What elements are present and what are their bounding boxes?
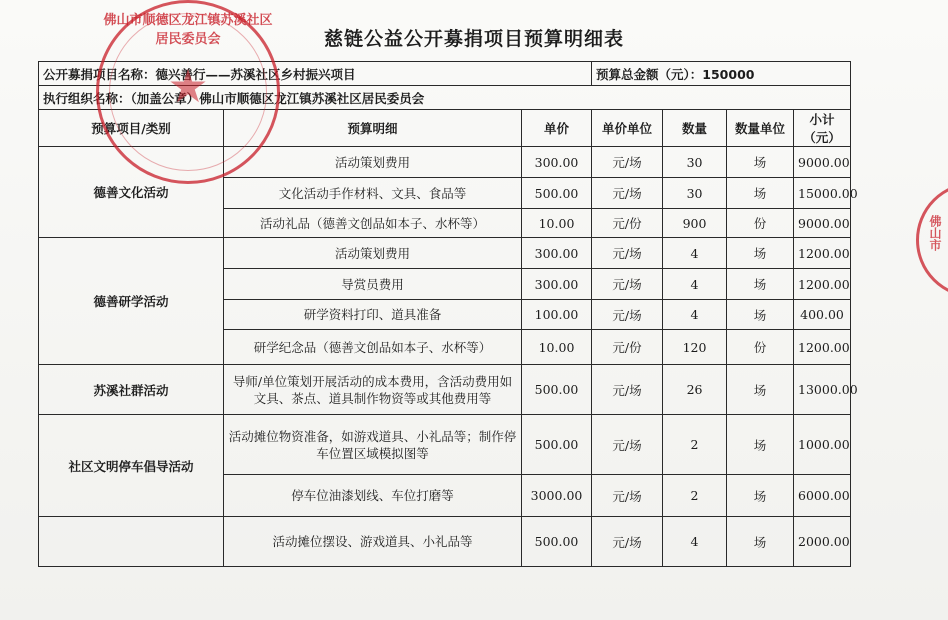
subtotal-cell: 2000.00 (794, 517, 851, 567)
quantity-cell: 2 (663, 475, 727, 517)
subtotal-cell: 6000.00 (794, 475, 851, 517)
subtotal-cell: 1000.00 (794, 415, 851, 475)
unit-price-cell: 10.00 (522, 209, 592, 238)
org-row (39, 86, 851, 110)
table-row (39, 517, 851, 567)
detail-cell: 导赏员费用 (224, 269, 522, 300)
quantity-cell: 120 (663, 330, 727, 365)
table-row (39, 365, 851, 415)
qty-unit-cell: 份 (727, 209, 794, 238)
unit-price-cell: 300.00 (522, 238, 592, 269)
subtotal-cell: 400.00 (794, 300, 851, 330)
unit-price-cell: 500.00 (522, 517, 592, 567)
detail-cell: 导师/单位策划开展活动的成本费用，含活动费用如文具、茶点、道具制作物资等或其他费用等 (224, 365, 522, 415)
quantity-cell: 30 (663, 147, 727, 178)
budget-table (38, 61, 858, 567)
budget-total-cell (592, 62, 851, 86)
qty-unit-cell: 场 (727, 178, 794, 209)
category-cell: 德善文化活动 (39, 147, 224, 238)
page-title: 慈链公益公开募捐项目预算明细表 (323, 28, 624, 50)
price-unit-cell: 元/场 (592, 475, 663, 517)
category-cell (39, 517, 224, 567)
table-row (39, 415, 851, 475)
quantity-cell: 30 (663, 178, 727, 209)
detail-cell: 停车位油漆划线、车位打磨等 (224, 475, 522, 517)
unit-price-cell: 500.00 (522, 178, 592, 209)
price-unit-cell: 元/场 (592, 517, 663, 567)
price-unit-cell: 元/场 (592, 415, 663, 475)
header-subtotal: 小计（元） (794, 110, 851, 147)
unit-price-cell: 3000.00 (522, 475, 592, 517)
price-unit-cell: 元/场 (592, 178, 663, 209)
qty-unit-cell: 场 (727, 415, 794, 475)
header-quantity: 数量 (663, 110, 727, 147)
quantity-cell: 4 (663, 517, 727, 567)
org-label: 执行组织名称： (43, 90, 131, 106)
detail-cell: 活动策划费用 (224, 238, 522, 269)
detail-cell: 活动摊位物资准备，如游戏道具、小礼品等；制作停车位置区域模拟图等 (224, 415, 522, 475)
qty-unit-cell: 场 (727, 475, 794, 517)
price-unit-cell: 元/场 (592, 238, 663, 269)
price-unit-cell: 元/场 (592, 300, 663, 330)
project-name: 德兴善行——苏溪社区乡村振兴项目 (155, 66, 356, 82)
org-cell (39, 86, 851, 110)
price-unit-cell: 元/份 (592, 330, 663, 365)
org-name: （加盖公章）佛山市顺德区龙江镇苏溪社区居民委员会 (130, 90, 425, 106)
quantity-cell: 4 (663, 269, 727, 300)
detail-cell: 研学纪念品（德善文创品如本子、水杯等） (224, 330, 522, 365)
subtotal-cell: 1200.00 (794, 238, 851, 269)
project-name-cell (39, 62, 592, 86)
price-unit-cell: 元/场 (592, 147, 663, 178)
qty-unit-cell: 场 (727, 269, 794, 300)
detail-cell: 活动摊位摆设、游戏道具、小礼品等 (224, 517, 522, 567)
quantity-cell: 2 (663, 415, 727, 475)
table-header-row (39, 110, 851, 147)
category-cell: 社区文明停车倡导活动 (39, 415, 224, 517)
project-name-row (39, 62, 851, 86)
seal-star-icon: ★ (167, 59, 209, 113)
qty-unit-cell: 场 (727, 300, 794, 330)
subtotal-cell: 9000.00 (794, 209, 851, 238)
header-qty-unit: 数量单位 (727, 110, 794, 147)
table-row (39, 147, 851, 178)
price-unit-cell: 元/场 (592, 365, 663, 415)
qty-unit-cell: 场 (727, 517, 794, 567)
unit-price-cell: 300.00 (522, 147, 592, 178)
quantity-cell: 900 (663, 209, 727, 238)
project-label: 公开募捐项目名称： (43, 66, 156, 82)
table-row (39, 238, 851, 269)
detail-cell: 活动礼品（德善文创品如本子、水杯等） (224, 209, 522, 238)
subtotal-cell: 15000.00 (794, 178, 851, 209)
unit-price-cell: 500.00 (522, 365, 592, 415)
unit-price-cell: 100.00 (522, 300, 592, 330)
price-unit-cell: 元/场 (592, 269, 663, 300)
header-price-unit: 单价单位 (592, 110, 663, 147)
qty-unit-cell: 场 (727, 147, 794, 178)
quantity-cell: 26 (663, 365, 727, 415)
subtotal-cell: 1200.00 (794, 269, 851, 300)
unit-price-cell: 10.00 (522, 330, 592, 365)
seal-text: 佛山市顺德区龙江镇苏溪社区居民委员会 (103, 13, 273, 47)
edge-seal (916, 182, 948, 298)
subtotal-cell: 9000.00 (794, 147, 851, 178)
header-unit-price: 单价 (522, 110, 592, 147)
header-detail: 预算明细 (224, 110, 522, 147)
header-category: 预算项目/类别 (39, 110, 224, 147)
unit-price-cell: 500.00 (522, 415, 592, 475)
price-unit-cell: 元/份 (592, 209, 663, 238)
category-cell: 德善研学活动 (39, 238, 224, 365)
qty-unit-cell: 场 (727, 238, 794, 269)
detail-cell: 文化活动手作材料、文具、食品等 (224, 178, 522, 209)
unit-price-cell: 300.00 (522, 269, 592, 300)
category-cell: 苏溪社群活动 (39, 365, 224, 415)
quantity-cell: 4 (663, 238, 727, 269)
quantity-cell: 4 (663, 300, 727, 330)
qty-unit-cell: 场 (727, 365, 794, 415)
subtotal-cell: 1200.00 (794, 330, 851, 365)
edge-seal-text: 佛山市 (928, 215, 942, 251)
detail-cell: 研学资料打印、道具准备 (224, 300, 522, 330)
budget-label: 预算总金额（元）： (596, 66, 703, 82)
subtotal-cell: 13000.00 (794, 365, 851, 415)
qty-unit-cell: 份 (727, 330, 794, 365)
budget-total: 150000 (702, 66, 755, 82)
detail-cell: 活动策划费用 (224, 147, 522, 178)
